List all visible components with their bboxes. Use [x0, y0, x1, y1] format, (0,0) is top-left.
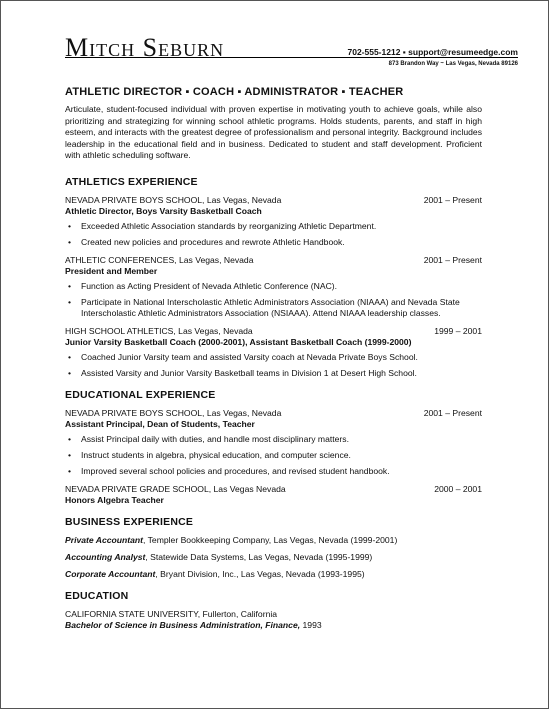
business-role: Private Accountant: [65, 534, 143, 545]
business-job-line: [65, 552, 482, 563]
candidate-name: Mitch Seburn: [65, 33, 225, 62]
job-bullets: [65, 434, 482, 477]
resume-body: [65, 86, 482, 641]
business-job-line: [65, 535, 482, 546]
bullet-icon: •: [68, 236, 72, 247]
bullet-icon: •: [68, 449, 72, 460]
job-bullets: [65, 221, 482, 248]
job-entry: [65, 484, 482, 506]
educational-section: [65, 389, 482, 506]
job-dates: 2000 – 2001: [434, 483, 482, 494]
business-section: [65, 516, 482, 580]
bullet-icon: •: [68, 220, 72, 231]
education-school: CALIFORNIA STATE UNIVERSITY, Fullerton, California: [65, 608, 278, 619]
job-entry: [65, 326, 482, 379]
section-heading-athletics: ATHLETICS EXPERIENCE: [65, 175, 198, 188]
athletics-section: [65, 176, 482, 379]
bullet-item: • Created new policies and procedures and rewrote Athletic Handbook.: [68, 236, 345, 247]
business-detail: , Templer Bookkeeping Company, Las Vegas, Nevada (1999-2001): [143, 534, 398, 545]
job-title: Assistant Principal, Dean of Students, Teacher: [65, 418, 255, 429]
bullet-icon: •: [68, 296, 72, 307]
mailing-address: 873 Brandon Way ~ Las Vegas, Nevada 89126: [388, 61, 518, 67]
job-title: Athletic Director, Boys Varsity Basketball Coach: [65, 205, 262, 216]
job-organization: NEVADA PRIVATE BOYS SCHOOL, Las Vegas, Nevada: [65, 194, 282, 205]
bullet-item: • Coached Junior Varsity team and assisted Varsity coach at Nevada Private Boys School.: [68, 351, 418, 362]
job-organization: ATHLETIC CONFERENCES, Las Vegas, Nevada: [65, 254, 254, 265]
job-entry: [65, 255, 482, 319]
bullet-item: • Participate in National Interscholastic Athletic Administrators Association (NIAAA) and Nevada State Interscholastic Athletic Administrators Association (NSIAAA). Attend NIAAA leadership classes.: [68, 296, 460, 318]
education-year: 1993: [300, 619, 322, 630]
business-detail: , Statewide Data Systems, Las Vegas, Nevada (1995-1999): [145, 551, 373, 562]
business-detail: , Bryant Division, Inc., Las Vegas, Nevada (1993-1995): [155, 568, 365, 579]
bullet-item: • Instruct students in algebra, physical education, and computer science.: [68, 449, 351, 460]
job-dates: 2001 – Present: [423, 407, 482, 418]
section-heading-educational: EDUCATIONAL EXPERIENCE: [65, 388, 216, 401]
business-job-line: [65, 569, 482, 580]
business-role: Accounting Analyst: [65, 551, 146, 562]
job-bullets: [65, 352, 482, 379]
contact-info: 702-555-1212 ▪ support@resumeedge.com: [347, 47, 518, 57]
bullet-icon: •: [68, 280, 72, 291]
job-entry: [65, 195, 482, 248]
education-section: [65, 590, 482, 631]
bullet-icon: •: [68, 433, 72, 444]
job-dates: 2001 – Present: [423, 254, 482, 265]
job-bullets: [65, 281, 482, 319]
job-organization: HIGH SCHOOL ATHLETICS, Las Vegas, Nevada: [65, 325, 253, 336]
bullet-item: • Assisted Varsity and Junior Varsity Basketball teams in Division 1 at Desert High School.: [68, 367, 417, 378]
bullet-icon: •: [68, 367, 72, 378]
job-organization: NEVADA PRIVATE BOYS SCHOOL, Las Vegas, Nevada: [65, 407, 282, 418]
job-title: Junior Varsity Basketball Coach (2000-2001), Assistant Basketball Coach (1999-2000): [65, 336, 412, 347]
bullet-item: • Improved several school policies and procedures, and revised student handbook.: [68, 465, 390, 476]
summary-paragraph: Articulate, student-focused individual with proven expertise in motivating youth to achieve goals, while also prioritizing and strategizing for winning school athletic programs. Holds students, parents, and staff in high esteem, and interacts with the greatest degree of professionalism and personal integrity. Background includes leadership in the educational field and in business. Dedicated to student and staff development. Proficient with athletic scheduling software.: [65, 104, 482, 160]
bullet-item: • Exceeded Athletic Association standards by reorganizing Athletic Department.: [68, 220, 377, 231]
bullet-item: • Assist Principal daily with duties, and handle most disciplinary matters.: [68, 433, 349, 444]
section-heading-business: BUSINESS EXPERIENCE: [65, 515, 194, 528]
job-title: President and Member: [65, 265, 158, 276]
job-dates: 2001 – Present: [423, 194, 482, 205]
section-heading-education: EDUCATION: [65, 589, 129, 602]
job-dates: 1999 – 2001: [434, 325, 482, 336]
bullet-icon: •: [68, 465, 72, 476]
business-role: Corporate Accountant: [65, 568, 156, 579]
header-divider: [65, 57, 518, 58]
bullet-icon: •: [68, 351, 72, 362]
job-organization: NEVADA PRIVATE GRADE SCHOOL, Las Vegas Nevada: [65, 483, 286, 494]
job-title: Honors Algebra Teacher: [65, 494, 164, 505]
bullet-item: • Function as Acting President of Nevada Athletic Conference (NAC).: [68, 280, 338, 291]
education-degree: Bachelor of Science in Business Administration, Finance,: [65, 619, 301, 630]
education-degree-line: [65, 620, 482, 631]
headline: ATHLETIC DIRECTOR ▪ COACH ▪ ADMINISTRATOR ▪ TEACHER: [65, 86, 404, 98]
job-entry: [65, 408, 482, 477]
